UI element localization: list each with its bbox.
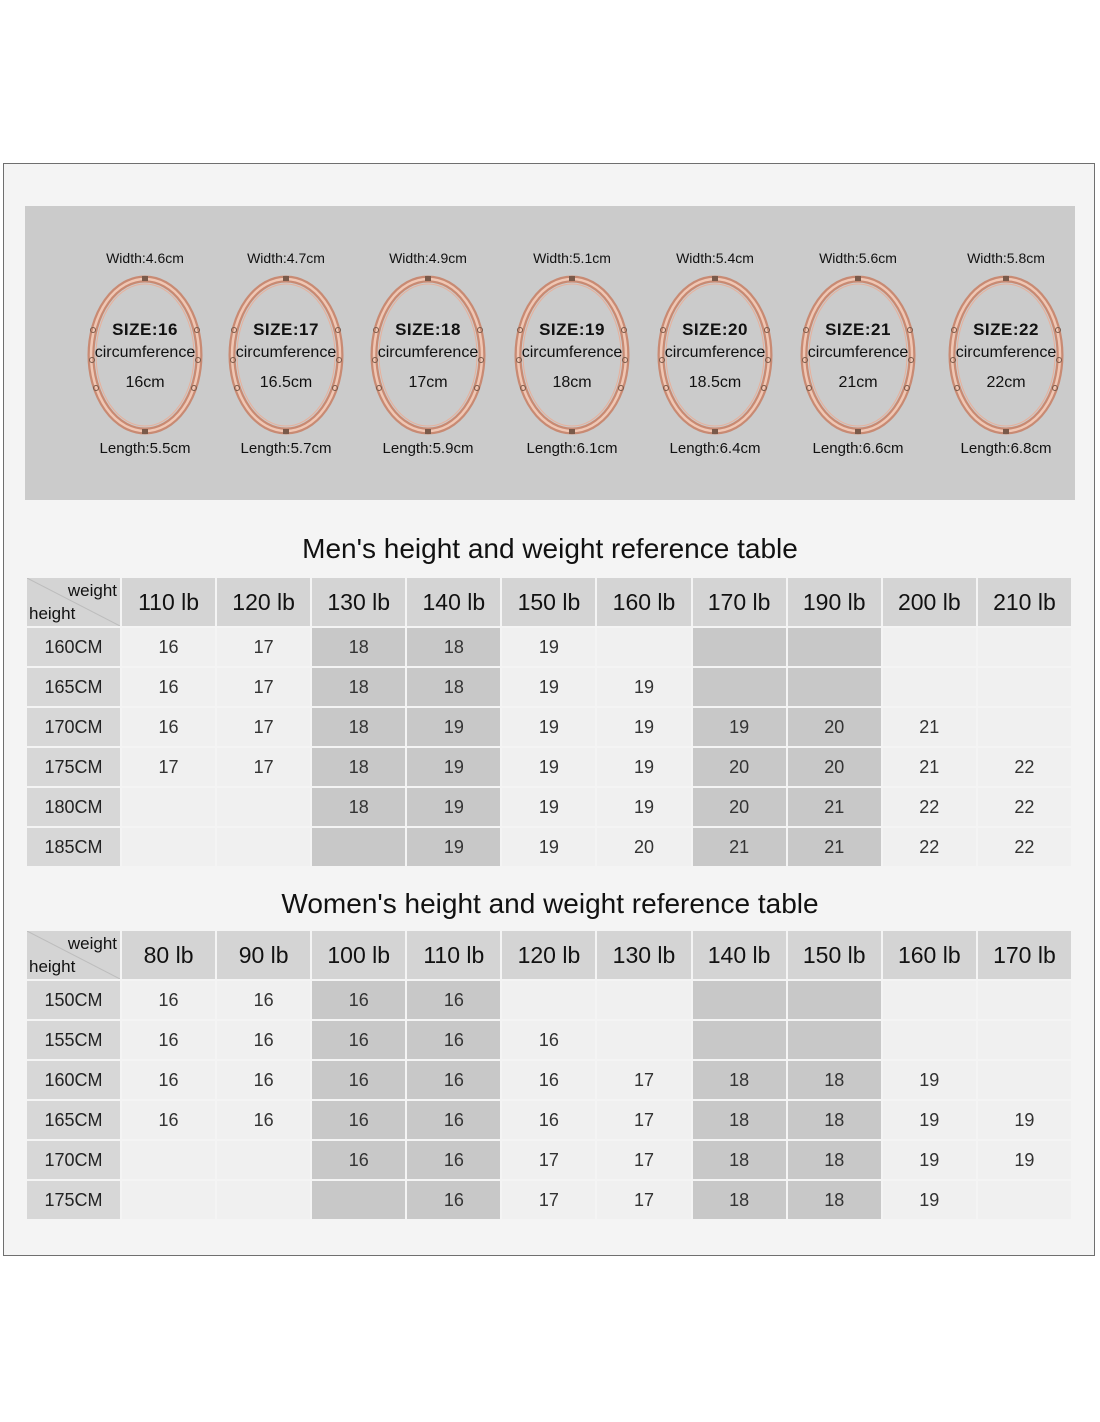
bangle-circumference-label: circumference — [94, 344, 196, 361]
weight-header: 80 lb — [122, 931, 215, 979]
size-cell: 18 — [693, 1141, 786, 1179]
table-row — [27, 748, 1071, 786]
size-cell: 16 — [312, 1141, 405, 1179]
bangle-size: SIZE:20 — [682, 320, 748, 339]
size-cell: 19 — [502, 788, 595, 826]
size-cell: 16 — [407, 1141, 500, 1179]
bangle-size: SIZE:17 — [253, 320, 319, 339]
height-label: 170CM — [27, 1141, 120, 1179]
size-cell — [597, 981, 690, 1019]
size-cell: 18 — [693, 1061, 786, 1099]
size-cell — [693, 668, 786, 706]
size-cell: 17 — [597, 1061, 690, 1099]
bangle-item — [216, 206, 356, 500]
weight-header: 100 lb — [312, 931, 405, 979]
size-cell — [788, 628, 881, 666]
bangle-circumference-value: 16cm — [125, 374, 165, 391]
size-cell — [978, 668, 1071, 706]
size-cell: 20 — [693, 748, 786, 786]
size-cell — [788, 668, 881, 706]
size-cell: 19 — [597, 748, 690, 786]
men-reference-table — [25, 576, 1073, 868]
corner-cell — [27, 931, 120, 979]
bangle-size: SIZE:19 — [539, 320, 605, 339]
bangle-length: Length:6.4cm — [669, 440, 761, 457]
size-cell: 21 — [883, 748, 976, 786]
size-cell: 17 — [597, 1101, 690, 1139]
size-cell: 16 — [122, 668, 215, 706]
size-cell: 19 — [883, 1101, 976, 1139]
size-cell: 17 — [502, 1141, 595, 1179]
size-cell: 18 — [407, 628, 500, 666]
table-row — [27, 828, 1071, 866]
height-label: 165CM — [27, 1101, 120, 1139]
size-cell: 16 — [217, 981, 310, 1019]
table-row — [27, 628, 1071, 666]
size-cell: 20 — [788, 708, 881, 746]
size-cell: 16 — [407, 1101, 500, 1139]
size-cell: 20 — [788, 748, 881, 786]
size-cell: 22 — [978, 788, 1071, 826]
bangle-circumference-label: circumference — [235, 344, 337, 361]
size-cell: 19 — [502, 628, 595, 666]
size-cell: 16 — [407, 981, 500, 1019]
bangle-circumference-label: circumference — [807, 344, 909, 361]
size-cell — [502, 981, 595, 1019]
size-cell: 18 — [693, 1181, 786, 1219]
size-cell — [788, 981, 881, 1019]
size-cell: 16 — [502, 1061, 595, 1099]
bangle-item — [936, 206, 1076, 500]
weight-header: 200 lb — [883, 578, 976, 626]
size-cell: 16 — [122, 708, 215, 746]
weight-header: 210 lb — [978, 578, 1071, 626]
weight-header: 140 lb — [407, 578, 500, 626]
bangle-width: Width:5.8cm — [967, 250, 1045, 266]
size-cell: 16 — [122, 981, 215, 1019]
size-cell — [122, 1181, 215, 1219]
size-cell — [693, 628, 786, 666]
table-row — [27, 1061, 1071, 1099]
table-row — [27, 1141, 1071, 1179]
weight-header: 130 lb — [597, 931, 690, 979]
bangle-width: Width:5.1cm — [533, 250, 611, 266]
height-label: 150CM — [27, 981, 120, 1019]
size-cell — [122, 1141, 215, 1179]
bangle-length: Length:6.1cm — [526, 440, 618, 457]
bangle-circumference-value: 17cm — [408, 374, 448, 391]
bangle-circumference-label: circumference — [664, 344, 766, 361]
bangle-item — [75, 206, 215, 500]
size-cell: 16 — [407, 1061, 500, 1099]
men-table-title: Men's height and weight reference table — [302, 533, 798, 564]
size-cell: 17 — [597, 1141, 690, 1179]
weight-header: 150 lb — [788, 931, 881, 979]
size-cell: 16 — [217, 1061, 310, 1099]
bangle-width: Width:4.7cm — [247, 250, 325, 266]
size-cell: 22 — [883, 788, 976, 826]
size-cell — [978, 1061, 1071, 1099]
size-cell — [693, 981, 786, 1019]
weight-header: 120 lb — [502, 931, 595, 979]
size-cell: 19 — [407, 828, 500, 866]
height-label: 160CM — [27, 1061, 120, 1099]
size-cell — [217, 1181, 310, 1219]
bangle-width: Width:5.6cm — [819, 250, 897, 266]
size-cell: 17 — [122, 748, 215, 786]
size-cell: 16 — [122, 628, 215, 666]
weight-header: 110 lb — [407, 931, 500, 979]
size-cell — [978, 1021, 1071, 1059]
size-cell: 19 — [978, 1101, 1071, 1139]
bangle-circumference-value: 22cm — [986, 374, 1026, 391]
size-cell: 16 — [312, 1101, 405, 1139]
bangle-item — [788, 206, 928, 500]
size-cell: 19 — [597, 708, 690, 746]
weight-header: 90 lb — [217, 931, 310, 979]
size-cell: 16 — [217, 1021, 310, 1059]
size-cell: 19 — [502, 708, 595, 746]
size-cell: 17 — [597, 1181, 690, 1219]
bangle-circumference-label: circumference — [955, 344, 1057, 361]
height-label: 175CM — [27, 748, 120, 786]
size-cell: 17 — [217, 748, 310, 786]
corner-height-label: height — [29, 604, 76, 623]
table-row — [27, 1021, 1071, 1059]
table-row — [27, 708, 1071, 746]
size-cell: 17 — [217, 708, 310, 746]
size-cell: 16 — [407, 1181, 500, 1219]
size-cell — [597, 628, 690, 666]
size-cell: 18 — [312, 748, 405, 786]
size-cell: 16 — [312, 1021, 405, 1059]
size-cell: 22 — [978, 828, 1071, 866]
size-cell: 19 — [883, 1181, 976, 1219]
size-cell — [978, 981, 1071, 1019]
bangle-width: Width:4.9cm — [389, 250, 467, 266]
bangle-circumference-value: 18.5cm — [688, 374, 742, 391]
bangle-circumference-label: circumference — [377, 344, 479, 361]
bangle-size: SIZE:22 — [973, 320, 1039, 339]
bangle-length: Length:5.7cm — [240, 440, 332, 457]
size-cell — [788, 1021, 881, 1059]
size-cell: 16 — [217, 1101, 310, 1139]
size-cell: 19 — [597, 788, 690, 826]
weight-header: 190 lb — [788, 578, 881, 626]
size-cell: 18 — [312, 788, 405, 826]
size-cell: 18 — [312, 628, 405, 666]
size-cell — [597, 1021, 690, 1059]
table-row — [27, 1101, 1071, 1139]
weight-header: 150 lb — [502, 578, 595, 626]
size-cell — [883, 668, 976, 706]
table-row — [27, 981, 1071, 1019]
size-cell — [978, 708, 1071, 746]
size-cell: 22 — [883, 828, 976, 866]
height-label: 155CM — [27, 1021, 120, 1059]
size-cell: 19 — [502, 668, 595, 706]
height-label: 170CM — [27, 708, 120, 746]
corner-weight-label: weight — [67, 934, 117, 953]
corner-height-label: height — [29, 957, 76, 976]
size-cell: 18 — [312, 668, 405, 706]
size-cell — [978, 628, 1071, 666]
weight-header: 110 lb — [122, 578, 215, 626]
size-cell: 20 — [693, 788, 786, 826]
bangle-circumference-value: 16.5cm — [259, 374, 313, 391]
bangle-size-panel — [25, 206, 1075, 500]
size-cell — [978, 1181, 1071, 1219]
weight-header: 160 lb — [597, 578, 690, 626]
size-cell — [217, 1141, 310, 1179]
size-cell — [122, 788, 215, 826]
size-cell: 16 — [312, 981, 405, 1019]
bangle-circumference-value: 21cm — [838, 374, 878, 391]
size-cell: 17 — [502, 1181, 595, 1219]
size-cell — [312, 1181, 405, 1219]
size-cell: 21 — [693, 828, 786, 866]
height-label: 175CM — [27, 1181, 120, 1219]
size-cell: 21 — [883, 708, 976, 746]
size-cell: 18 — [693, 1101, 786, 1139]
bangle-length: Length:6.8cm — [960, 440, 1052, 457]
weight-header: 140 lb — [693, 931, 786, 979]
size-cell — [883, 981, 976, 1019]
size-cell: 18 — [788, 1181, 881, 1219]
size-cell: 16 — [502, 1101, 595, 1139]
bangle-length: Length:5.9cm — [382, 440, 474, 457]
size-cell: 22 — [978, 748, 1071, 786]
weight-header: 120 lb — [217, 578, 310, 626]
bangle-item — [645, 206, 785, 500]
bangle-circumference-value: 18cm — [552, 374, 592, 391]
size-cell: 19 — [883, 1061, 976, 1099]
size-cell: 19 — [693, 708, 786, 746]
size-cell: 19 — [407, 788, 500, 826]
size-cell: 19 — [502, 748, 595, 786]
bangle-size: SIZE:18 — [395, 320, 461, 339]
table-row — [27, 788, 1071, 826]
corner-weight-label: weight — [67, 581, 117, 600]
size-cell: 17 — [217, 628, 310, 666]
bangle-circumference-label: circumference — [521, 344, 623, 361]
bangle-size: SIZE:16 — [112, 320, 178, 339]
size-cell — [122, 828, 215, 866]
size-cell: 16 — [407, 1021, 500, 1059]
size-cell: 20 — [597, 828, 690, 866]
size-cell: 16 — [502, 1021, 595, 1059]
table-row — [27, 668, 1071, 706]
size-cell: 19 — [407, 708, 500, 746]
height-label: 185CM — [27, 828, 120, 866]
height-label: 165CM — [27, 668, 120, 706]
size-cell: 18 — [788, 1101, 881, 1139]
size-cell: 19 — [597, 668, 690, 706]
bangle-width: Width:5.4cm — [676, 250, 754, 266]
bangle-width: Width:4.6cm — [106, 250, 184, 266]
size-cell: 16 — [122, 1101, 215, 1139]
size-cell — [883, 628, 976, 666]
bangle-length: Length:5.5cm — [99, 440, 191, 457]
women-table-title: Women's height and weight reference table — [281, 888, 819, 919]
size-cell: 19 — [407, 748, 500, 786]
bangle-length: Length:6.6cm — [812, 440, 904, 457]
height-label: 160CM — [27, 628, 120, 666]
corner-cell — [27, 578, 120, 626]
size-cell — [217, 828, 310, 866]
size-cell: 18 — [407, 668, 500, 706]
weight-header: 130 lb — [312, 578, 405, 626]
size-cell — [217, 788, 310, 826]
size-cell: 21 — [788, 828, 881, 866]
weight-header: 170 lb — [693, 578, 786, 626]
size-cell: 18 — [788, 1141, 881, 1179]
size-cell: 19 — [883, 1141, 976, 1179]
height-label: 180CM — [27, 788, 120, 826]
women-reference-table — [25, 929, 1073, 1221]
bangle-item — [358, 206, 498, 500]
size-cell — [312, 828, 405, 866]
size-cell — [883, 1021, 976, 1059]
size-cell: 18 — [788, 1061, 881, 1099]
weight-header: 170 lb — [978, 931, 1071, 979]
size-cell: 16 — [312, 1061, 405, 1099]
size-cell: 17 — [217, 668, 310, 706]
size-cell: 18 — [312, 708, 405, 746]
size-cell: 19 — [502, 828, 595, 866]
table-row — [27, 1181, 1071, 1219]
bangle-size: SIZE:21 — [825, 320, 891, 339]
size-cell — [693, 1021, 786, 1059]
size-cell: 16 — [122, 1061, 215, 1099]
size-cell: 21 — [788, 788, 881, 826]
size-cell: 19 — [978, 1141, 1071, 1179]
weight-header: 160 lb — [883, 931, 976, 979]
size-cell: 16 — [122, 1021, 215, 1059]
bangle-item — [502, 206, 642, 500]
